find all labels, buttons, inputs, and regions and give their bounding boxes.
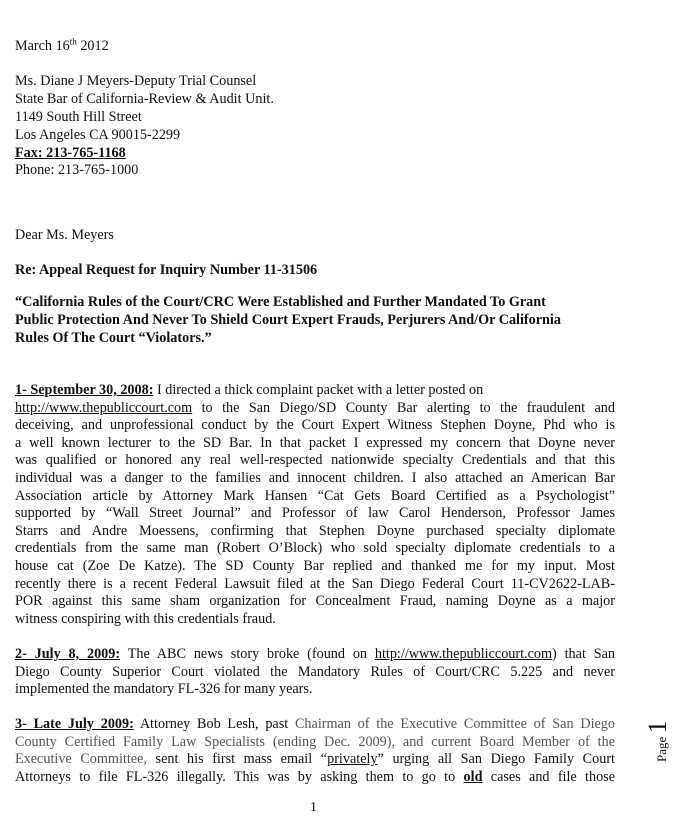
page-label: Page 1 (643, 720, 672, 762)
paragraph-3: 3- Late July 2009: Attorney Bob Lesh, past Chairman of the Executive Committee of San Diego County Certified Family Law Specialists (ending Dec. 2009), and current Board Member of the Executive Committee, sent his first mass email “privately” urging all San Diego Family Court Attorneys to file FL-326 illegally. This was by asking them to go to old cases and file those (15, 716, 615, 785)
paragraph-line: deceiving, and unprofessional conduct by the Court Expert Witness Stephen Doyne, Phd who is (15, 417, 615, 434)
headline-line: “California Rules of the Court/CRC Were Established and Further Mandated To Grant (15, 294, 546, 310)
re-line: Re: Appeal Request for Inquiry Number 11-31506 (15, 262, 318, 278)
paragraph-line: Starrs and Andre Moessens, confirming that Stephen Doyne purchased specialty diplomate (15, 522, 615, 539)
website-link[interactable]: http://www.thepubliccourt.com (15, 399, 193, 416)
paragraph-line: implemented the mandatory FL-326 for many years. (15, 681, 313, 698)
paragraph-line: was qualified or honored any real well-respected nationwide specialty Credentials and that this (15, 452, 615, 469)
paragraph-line: Diego County Superior Court violated the Mandatory Rules of Court/CRC 5.225 and never (15, 663, 615, 680)
recipient-fax: Fax: 213-765-1168 (15, 145, 126, 161)
headline-line: Rules Of The Court “Violators.” (15, 330, 212, 346)
paragraph-2: 2- July 8, 2009: The ABC news story broke (found on http://www.thepubliccourt.com) that San Diego County Superior Court violated the Mandatory Rules of Court/CRC 5.225 and never implemented the mandatory FL-326 for many years. (15, 646, 616, 698)
paragraph-label: 1- September 30, 2008: (15, 382, 154, 398)
paragraph-line: house cat (Zoe De Katze). The SD County Bar replied and thanked me for my input. Most (15, 557, 615, 574)
page-number: 1 (310, 800, 317, 815)
paragraph-line: recently there is a recent Federal Lawsuit filed at the San Diego Federal Court 11-CV2622-LAB- (15, 575, 615, 592)
letter-date: March 16th 2012 (15, 36, 109, 54)
paragraph-line: credentials from the same man (Robert O’Block) who sold specialty diplomate credentials to a (15, 540, 615, 557)
recipient-org: State Bar of California-Review & Audit Unit. (15, 91, 274, 107)
paragraph-line: Association article by Attorney Mark Hansen “Cat Gets Board Certified as a Psychologist” (15, 487, 615, 504)
headline-line: Public Protection And Never To Shield Court Expert Frauds, Perjurers And/Or California (15, 312, 561, 328)
recipient-name: Ms. Diane J Meyers-Deputy Trial Counsel (15, 73, 257, 89)
salutation: Dear Ms. Meyers (15, 227, 114, 243)
paragraph-line: County Certified Family Law Specialists (ending Dec. 2009), and current Board Member of the (15, 733, 615, 750)
paragraph-label: 2- July 8, 2009: (15, 646, 121, 662)
paragraph-line: POR against this same sham organization for Concealment Fraud, naming Doyne as a major (15, 593, 615, 610)
paragraph-line: supported by “Wall Street Journal” and Professor of law Carol Henderson, Professor James (15, 505, 615, 522)
paragraph-label: 3- Late July 2009: (15, 716, 134, 732)
paragraph-line: individual was a danger to the families and innocent children. I also attached an American Bar (15, 469, 615, 486)
website-link[interactable]: http://www.thepubliccourt.com (374, 646, 553, 662)
recipient-city: Los Angeles CA 90015-2299 (15, 127, 181, 143)
paragraph-line: witness conspiring with this credentials fraud. (15, 610, 276, 627)
paragraph-1: 1- September 30, 2008: I directed a thick complaint packet with a letter posted on http://www.thepubliccourt.com to the San Diego/SD County Bar alerting to the fraudulent and deceiving, and unprofessional conduct by the Court Expert Witness Stephen Doyne, Phd who is a well known lecturer to the SD Bar. In that packet I expressed my concern that Doyne never was qualified or honored any real well-respected nationwide specialty Credentials and that this individual was a danger to the families and innocent children. I also attached an American Bar Association article by Attorney Mark Hansen “Cat Gets Board Certified as a Psychologist” supported by “Wall Street Journal” and Professor of law Carol Henderson, Professor James Starrs and Andre Moessens, confirming that Stephen Doyne purchased specialty diplomate credentials from the same man (Robert O’Block) who sold specialty diplomate credentials to a house cat (Zoe De Katze). The SD County Bar replied and thanked me for my input. Most recently there is a recent Federal Lawsuit filed at the San Diego Federal Court 11-CV2622-LAB- POR against this same sham organization for Concealment Fraud, naming Doyne as a major witness conspiring with this credentials fraud. (15, 382, 615, 627)
recipient-street: 1149 South Hill Street (15, 109, 142, 125)
paragraph-line: a well known lecturer to the SD Bar. In that packet I expressed my concern that Doyne never (15, 434, 615, 451)
recipient-phone: Phone: 213-765-1000 (15, 162, 139, 178)
